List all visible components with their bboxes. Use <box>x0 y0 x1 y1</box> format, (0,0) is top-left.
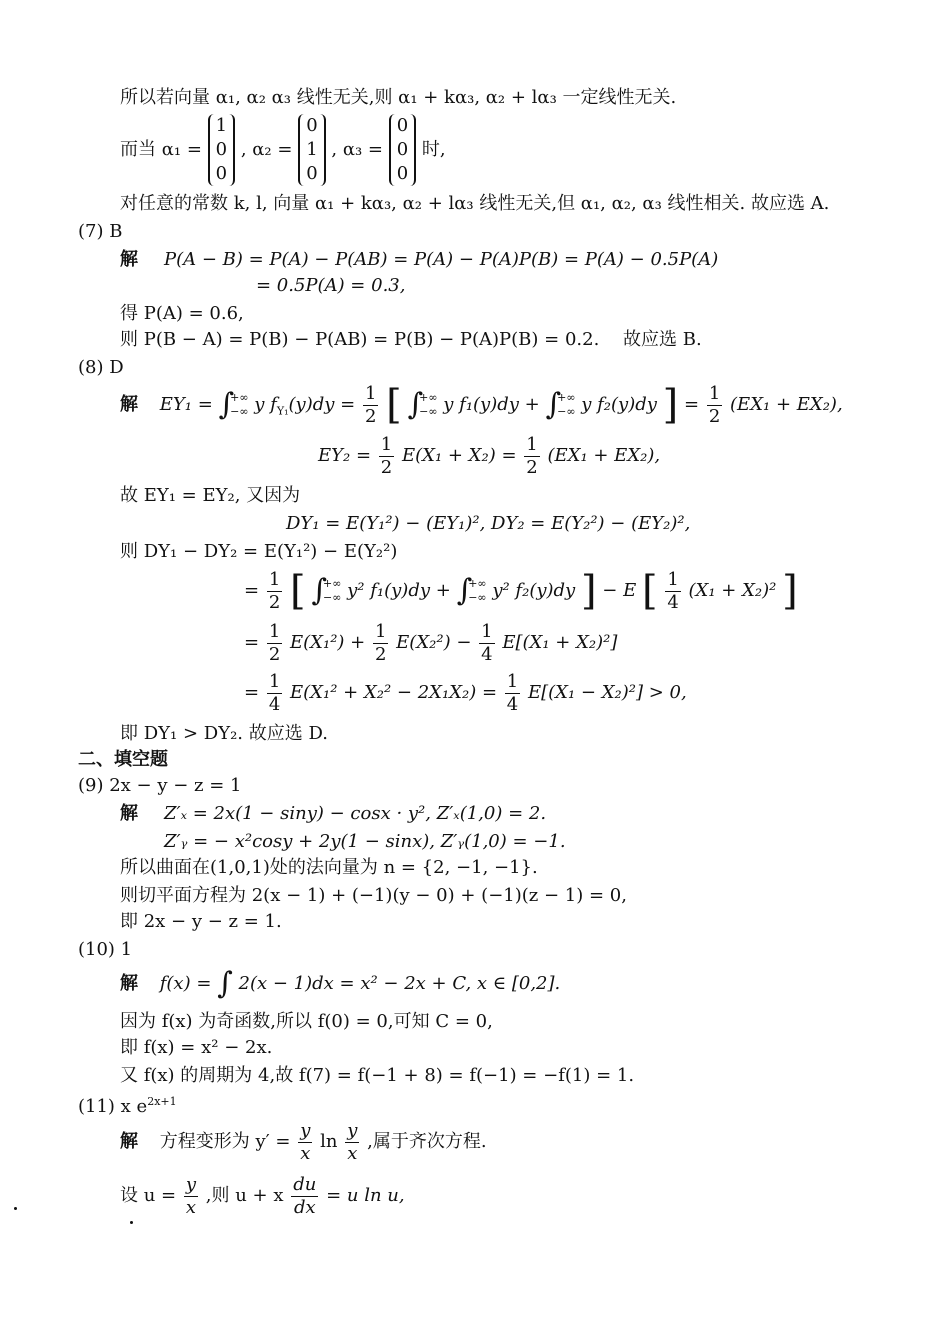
q8-line-8: = $\frac{1}{4}$ E(X₁² + X₂² − 2X₁X₂) = $\frac{1}{4}$ E[(X₁ − X₂)²] > 0, <box>244 670 687 715</box>
matrix-line <box>120 114 446 186</box>
q9-line-3: 所以曲面在(1,0,1)处的法向量为 n = {2, −1, −1}. <box>120 857 538 878</box>
fraction-half: $\frac{1}{2}$ <box>364 382 377 427</box>
section-heading: 二、填空题 <box>78 749 168 770</box>
question-9-answer: (9) 2x − y − z = 1 <box>78 775 242 796</box>
solution-label: 解 <box>120 803 138 824</box>
q9-line-2: Z′ᵧ = − x²cosy + 2y(1 − sinx), Z′ᵧ(1,0) = −1. <box>164 831 566 852</box>
q8-line-6: = $\frac{1}{2}$ [ ∫ +∞ −∞ y² f₁(y)dy + ∫ +∞ −∞ y² f₂(y)dy ] − E [ $\frac{1}{4}$ (X₁ + X₂)² ] <box>244 568 798 614</box>
q10-line-1: 解 f(x) = ∫ 2(x − 1)dx = x² − 2x + C, x ∈ [0,2]. <box>120 966 561 1001</box>
matrix-line-prefix: 而当 α₁ = <box>120 139 202 160</box>
q8-eq-2: EY₂ = $\frac{1}{2}$ E(X₁ + X₂) = $\frac{1}{2}$ (EX₁ + EX₂), <box>318 433 661 478</box>
matrix-alpha2-label: , α₂ = <box>240 139 293 160</box>
q10-line-2: 因为 f(x) 为奇函数,所以 f(0) = 0,可知 C = 0, <box>120 1011 493 1032</box>
question-8-answer: (8) D <box>78 357 124 378</box>
matrix-alpha3: 0 0 0 <box>389 114 416 186</box>
matrix-alpha1: 1 0 0 <box>208 114 235 186</box>
q8-line-9: 即 DY₁ > DY₂. 故应选 D. <box>120 723 328 744</box>
integral-sign: ∫ <box>218 387 235 422</box>
q9-line-1: Z′ₓ = 2x(1 − siny) − cosx · y², Z′ₓ(1,0) = 2. <box>164 803 547 824</box>
q11-line-2: 设 u = $\frac{y}{x}$ ,则 u + x $\frac{du}{dx}$ = u ln u, <box>120 1173 405 1218</box>
text-line-1: 所以若向量 α₁, α₂ α₃ 线性无关,则 α₁ + kα₃, α₂ + lα₃ 一定线性无关. <box>120 87 677 108</box>
integral-sign: ∫ <box>217 966 233 1001</box>
solution-label: 解 <box>120 973 138 994</box>
question-10-answer: (10) 1 <box>78 939 133 960</box>
matrix-alpha3-label: , α₃ = <box>331 139 383 160</box>
solution-label: 解 <box>120 249 138 270</box>
q9-line-5: 即 2x − y − z = 1. <box>120 911 282 932</box>
q7-eq-2: = 0.5P(A) = 0.3, <box>256 275 406 296</box>
q7-eq-1: P(A − B) = P(A) − P(AB) = P(A) − P(A)P(B) = P(A) − 0.5P(A) <box>164 249 719 270</box>
question-7-answer: (7) B <box>78 221 123 242</box>
q8-line-7: = $\frac{1}{2}$ E(X₁²) + $\frac{1}{2}$ E(X₂²) − $\frac{1}{4}$ E[(X₁ + X₂)²] <box>244 620 618 665</box>
q10-line-3: 即 f(x) = x² − 2x. <box>120 1037 273 1058</box>
q8-eq-1: 解 EY₁ = ∫ +∞ −∞ y $f_{Y_1}(y)dy$ = $\frac{1}{2}$ [ ∫ +∞ −∞ y f₁(y)dy + ∫ +∞ −∞ y f₂(y)dy ] = $\frac{1}{2}$ (EX₁ + EX₂), <box>120 382 843 428</box>
q10-line-4: 又 f(x) 的周期为 4,故 f(7) = f(−1 + 8) = f(−1) = −f(1) = 1. <box>120 1065 635 1086</box>
q8-line-4: DY₁ = E(Y₁²) − (EY₁)², DY₂ = E(Y₂²) − (EY₂)², <box>286 513 691 534</box>
q7-eq-3: 得 P(A) = 0.6, <box>120 303 244 324</box>
q7-eq-4: 则 P(B − A) = P(B) − P(AB) = P(B) − P(A)P(B) = 0.2. 故应选 B. <box>120 329 702 350</box>
q8-line-5: 则 DY₁ − DY₂ = E(Y₁²) − E(Y₂²) <box>120 541 398 562</box>
scan-dot <box>14 1207 17 1210</box>
text-line-3: 对任意的常数 k, l, 向量 α₁ + kα₃, α₂ + lα₃ 线性无关,但 α₁, α₂, α₃ 线性相关. 故应选 A. <box>120 193 830 214</box>
solution-label: 解 <box>120 1131 138 1152</box>
matrix-line-suffix: 时, <box>421 139 446 160</box>
q11-line-1: 解 方程变形为 y′ = $\frac{y}{x}$ ln $\frac{y}{x}$ ,属于齐次方程. <box>120 1119 487 1164</box>
solution-label: 解 <box>120 394 138 415</box>
q8-line-3: 故 EY₁ = EY₂, 又因为 <box>120 485 301 506</box>
q9-line-4: 则切平面方程为 2(x − 1) + (−1)(y − 0) + (−1)(z − 1) = 0, <box>120 885 627 906</box>
matrix-alpha2: 0 1 0 <box>298 114 325 186</box>
question-11-answer: (11) x $e^{2x+1}$ <box>78 1095 177 1117</box>
scan-dot <box>130 1221 133 1224</box>
